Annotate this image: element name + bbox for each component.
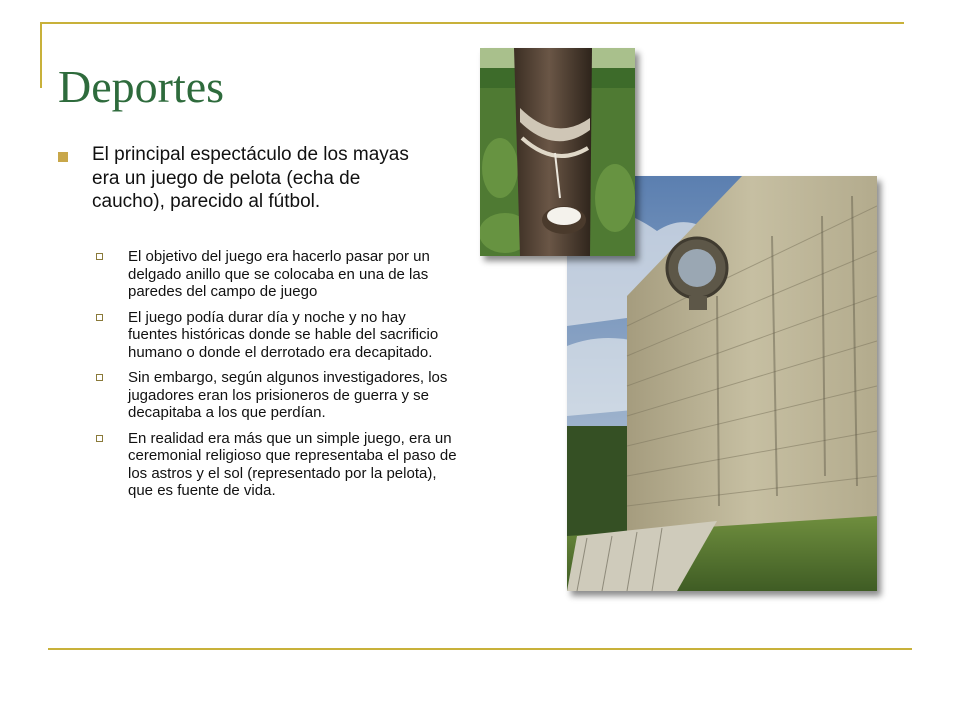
- sub-bullet-text: El objetivo del juego era hacerlo pasar por un delgado anillo que se colocaba en una de las paredes del campo de juego: [128, 248, 430, 300]
- hollow-square-bullet-icon: [96, 253, 103, 260]
- sub-bullet-item: [96, 369, 458, 422]
- bottom-rule: [48, 648, 912, 650]
- sub-bullet-text: Sin embargo, según algunos investigadores, los jugadores eran los prisioneros de guerra y se decapitaba a los que perdían.: [128, 369, 448, 421]
- sub-bullet-list: [96, 248, 458, 508]
- hollow-square-bullet-icon: [96, 374, 103, 381]
- main-bullet-text: El principal espectáculo de los mayas era un juego de pelota (echa de caucho), parecido al fútbol.: [92, 144, 409, 212]
- hollow-square-bullet-icon: [96, 314, 103, 321]
- top-rule: [40, 22, 904, 24]
- square-bullet-icon: [58, 152, 68, 162]
- hollow-square-bullet-icon: [96, 435, 103, 442]
- main-bullet: [58, 143, 428, 214]
- sub-bullet-item: [96, 430, 458, 500]
- sub-bullet-item: [96, 248, 458, 301]
- sub-bullet-text: En realidad era más que un simple juego, era un ceremonial religioso que representaba el paso de los astros y el sol (representado por la pelota), que es fuente de vida.: [128, 429, 457, 499]
- left-rule: [40, 22, 42, 88]
- slide-title: Deportes: [58, 61, 225, 112]
- rubber-tree-photo: [480, 48, 635, 256]
- sub-bullet-text: El juego podía durar día y noche y no hay fuentes históricas donde se hable del sacrificio humano o donde el derrotado era decapitado.: [128, 308, 439, 361]
- sub-bullet-item: [96, 309, 458, 362]
